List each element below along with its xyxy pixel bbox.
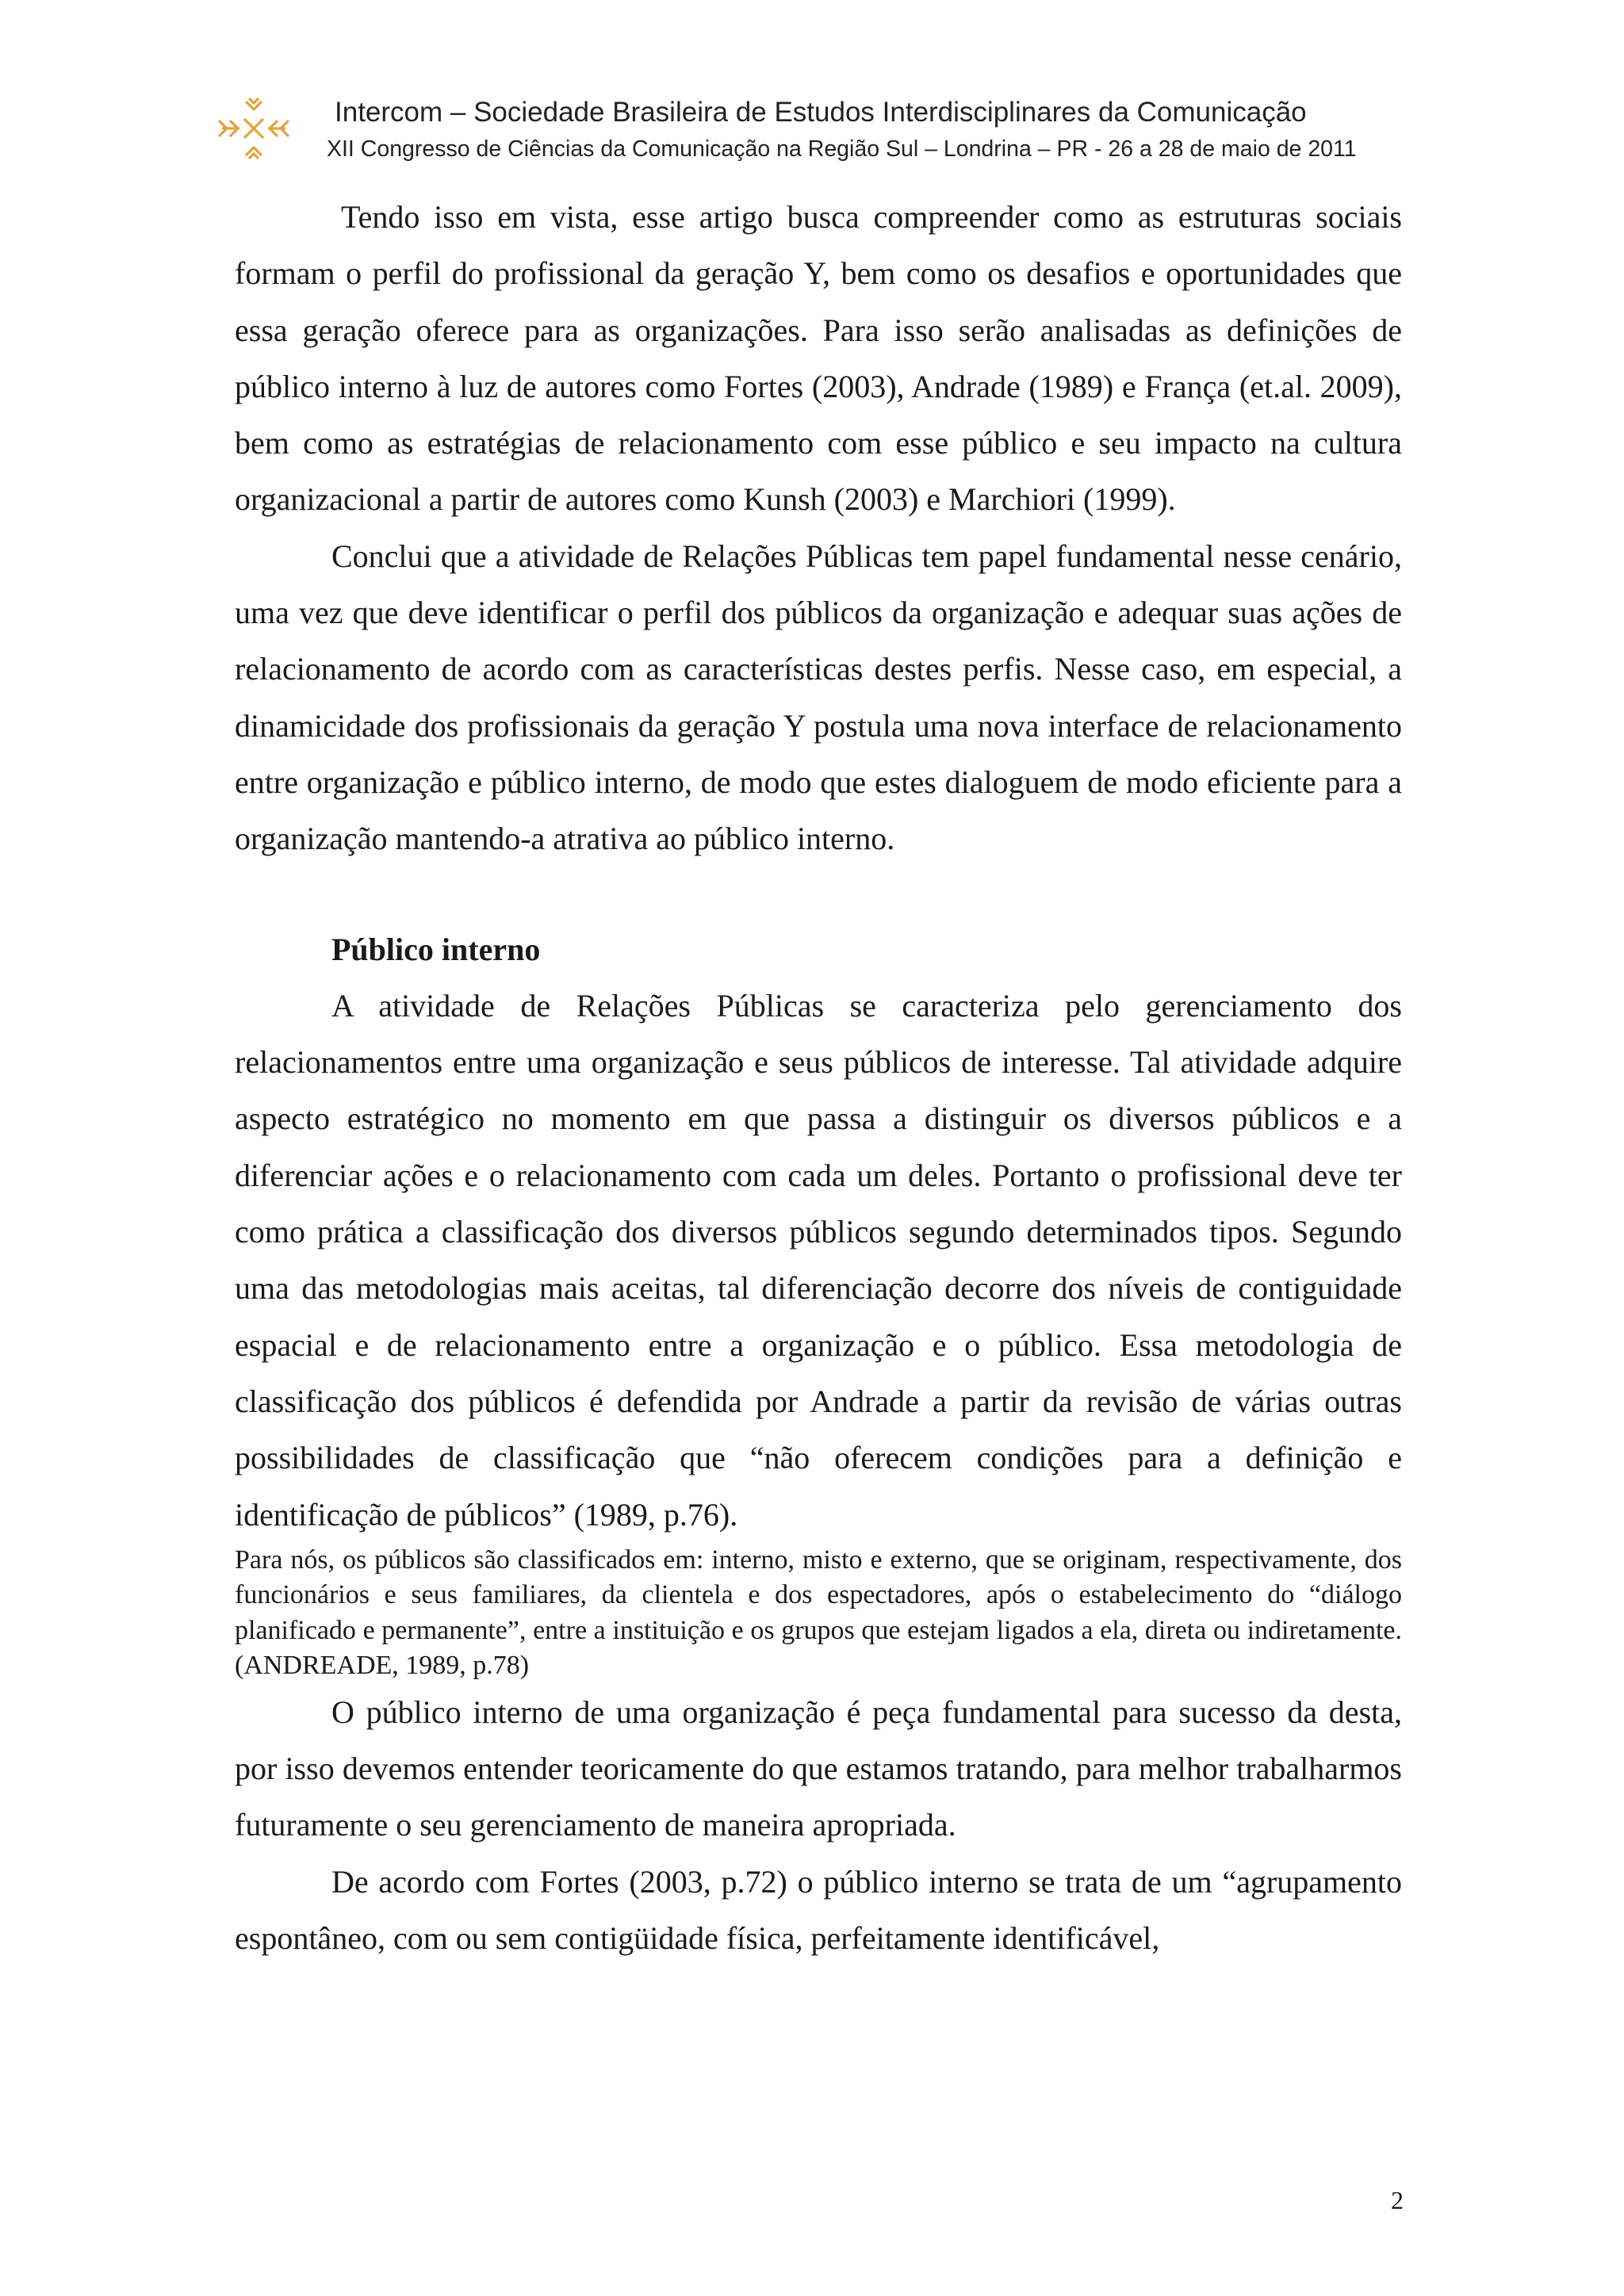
paragraph-intro: Tendo isso em vista, esse artigo busca compreender como as estruturas sociais formam o perfil do profissional da geração Y, bem como os desafios e oportunidades que essa geração oferece para as organizações. Para isso serão analisadas as definições de público interno à luz de autores como Fortes (2003), Andrade (1989) e França (et.al. 2009), bem como as estratégias de relacionamento com esse público e seu impacto na cultura organizacional a partir de autores como Kunsh (2003) e Marchiori (1999). bbox=[235, 199, 1402, 518]
paragraph-fortes: De acordo com Fortes (2003, p.72) o público interno se trata de um “agrupamento espontâneo, com ou sem contigüidade física, perfeitamente identificável, bbox=[235, 1863, 1402, 1957]
paragraph-public-relations: A atividade de Relações Públicas se caracteriza pelo gerenciamento dos relacionamentos entre uma organização e seus públicos de interesse. Tal atividade adquire aspecto estratégico no momento em que passa a distinguir os diversos públicos e a diferenciar ações e o relacionamento com cada um deles. Portanto o profissional deve ter como prática a classificação dos diversos públicos segundo determinados tipos. Segundo uma das metodologias mais aceitas, tal diferenciação decorre dos níveis de contiguidade espacial e de relacionamento entre a organização e o público. Essa metodologia de classificação dos públicos é defendida por Andrade a partir da revisão de várias outras possibilidades de classificação que “não oferecem condições para a definição e identificação de públicos” (1989, p.76). bbox=[235, 987, 1402, 1533]
block-quote: Para nós, os públicos são classificados em: interno, misto e externo, que se originam, respectivamente, dos funcionários e seus familiares, da clientela e dos espectadores, após o estabelecimento do “diálogo planificado e permanente”, entre a instituição e os grupos que estejam ligados a ela, direta ou indiretamente. (ANDREADE, 1989, p.78) bbox=[235, 1544, 1402, 1681]
paragraph-conclusion: Conclui que a atividade de Relações Públicas tem papel fundamental nesse cenário, uma vez que deve identificar o perfil dos públicos da organização e adequar suas ações de relacionamento de acordo com as características destes perfis. Nesse caso, em especial, a dinamicidade dos profissionais da geração Y postula uma nova interface de relacionamento entre organização e público interno, de modo que estes dialoguem de modo eficiente para a organização mantendo-a atrativa ao público interno. bbox=[235, 538, 1402, 857]
running-header bbox=[216, 94, 1405, 173]
page-number: 2 bbox=[1391, 2186, 1404, 2214]
paragraph-internal-public: O público interno de uma organização é peça fundamental para sucesso da desta, por isso devemos entender teoricamente do que estamos tratando, para melhor trabalharmos futuramente o seu gerenciamento de maneira apropriada. bbox=[235, 1693, 1402, 1843]
header-congress: XII Congresso de Ciências da Comunicação na Região Sul – Londrina – PR - 26 a 28 de maio de 2011 bbox=[327, 136, 1357, 162]
section-title: Público interno bbox=[331, 931, 541, 967]
section-gap bbox=[235, 867, 1402, 921]
intercom-logo-icon bbox=[216, 97, 292, 160]
page-body bbox=[235, 189, 1402, 1966]
header-organization: Intercom – Sociedade Brasileira de Estudos Interdisciplinares da Comunicação bbox=[335, 97, 1307, 128]
